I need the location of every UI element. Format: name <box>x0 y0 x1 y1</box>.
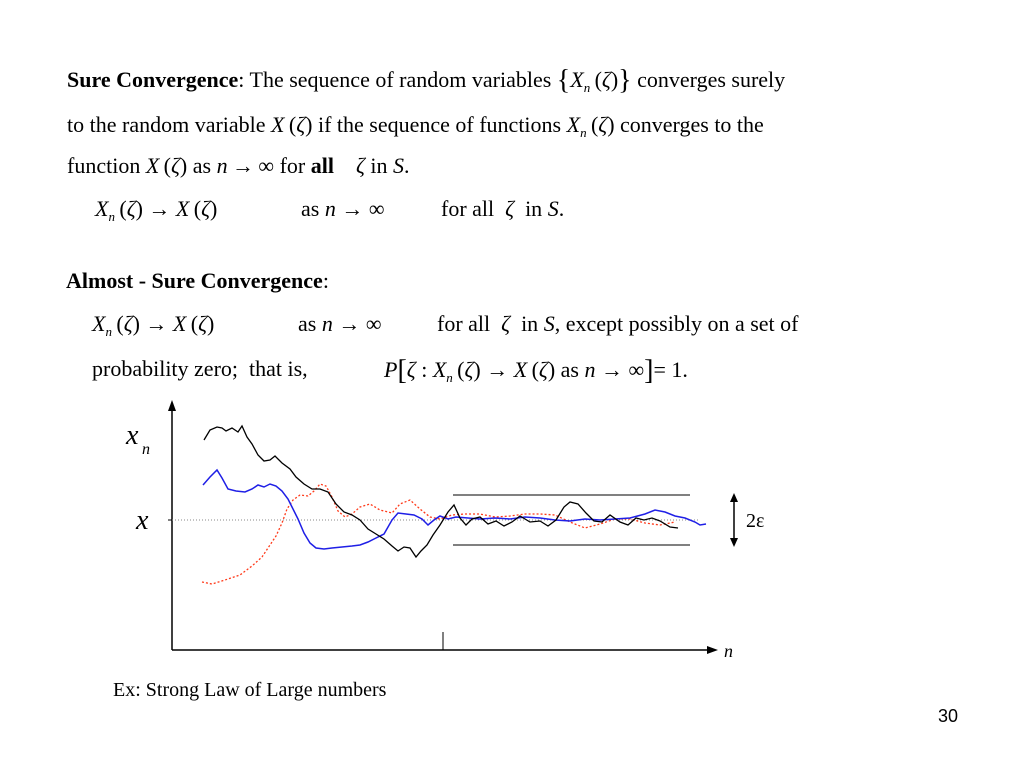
almost-sure-title: Almost - Sure Convergence <box>66 268 323 293</box>
y-axis-subscript: n <box>142 441 150 458</box>
sample-path-red <box>202 484 675 584</box>
almost-line-2: probability zero; that is, <box>92 356 308 381</box>
slide-number: 30 <box>938 706 959 726</box>
sure-line-1: Sure Convergence: The sequence of random variables {$X_n$ (ζ)} converges surely <box>67 65 786 96</box>
band-arrowhead-up <box>730 493 738 502</box>
almost-formula-as: as n → ∞ <box>298 311 382 336</box>
almost-sure-heading: Almost - Sure Convergence: <box>66 268 329 293</box>
sample-path-black <box>204 426 678 557</box>
sure-line-3: function X (ζ) as n → ∞ for all ζ in S. <box>67 153 410 178</box>
x-axis-arrowhead <box>707 646 718 654</box>
sample-path-blue <box>203 470 706 549</box>
example-caption: Ex: Strong Law of Large numbers <box>113 679 387 701</box>
almost-formula-forall: for all ζ in S, except possibly on a set of <box>437 311 799 336</box>
almost-formula: $X_n$ (ζ) → X (ζ) <box>92 311 215 339</box>
y-axis-label: x <box>126 420 139 451</box>
almost-probability-formula: P[ζ : $X_n$ (ζ) → X (ζ) as n → ∞]= 1. <box>384 355 688 386</box>
x-axis-label: n <box>724 641 733 661</box>
sure-line-2: to the random variable X (ζ) if the sequence of functions $X_n$ (ζ) converges to the <box>67 112 764 140</box>
sure-formula-as: as n → ∞ <box>301 196 385 221</box>
sure-formula: $X_n$ (ζ) → X (ζ) <box>95 196 218 224</box>
band-label: 2ε <box>746 510 765 532</box>
y-axis-arrowhead <box>168 400 176 411</box>
limit-label: x <box>136 505 149 536</box>
sure-convergence-title: Sure Convergence <box>67 67 239 92</box>
sure-formula-forall: for all ζ in S. <box>441 196 565 221</box>
band-arrowhead-down <box>730 538 738 547</box>
